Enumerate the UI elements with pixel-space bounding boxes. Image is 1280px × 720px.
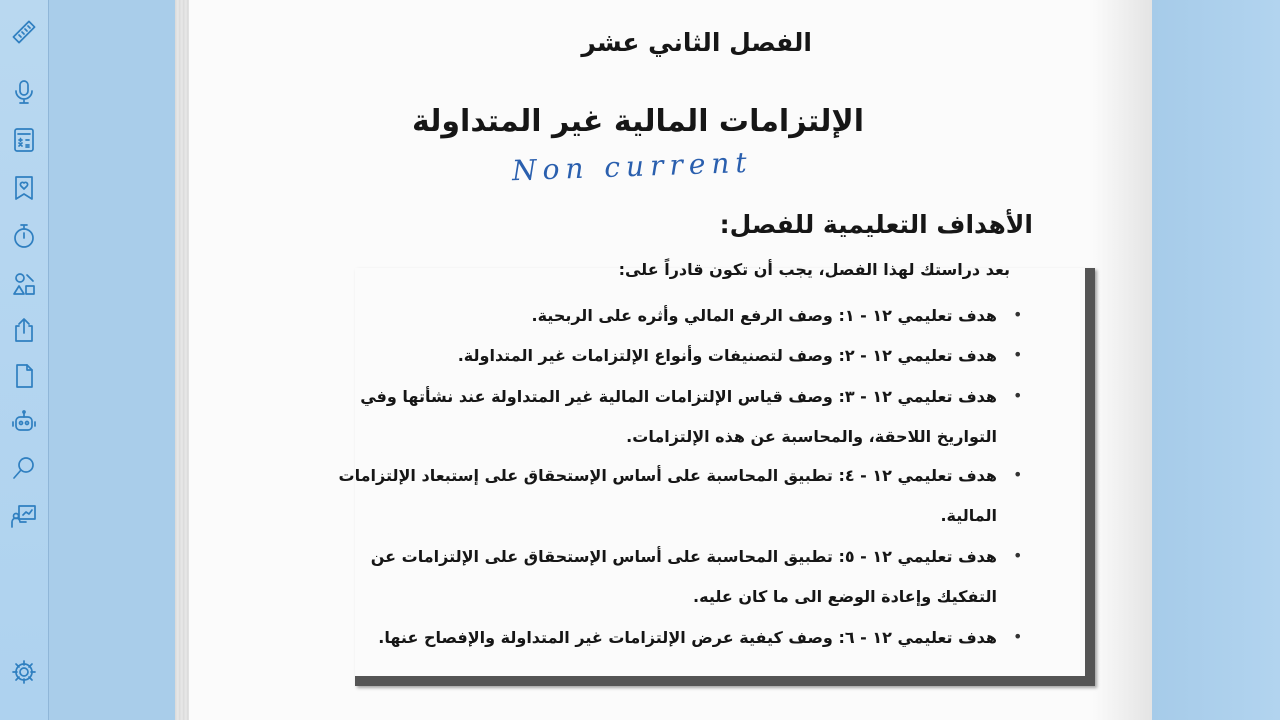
handwritten-note: Non current xyxy=(511,145,754,188)
objectives-heading: الأهداف التعليمية للفصل: xyxy=(719,210,1033,239)
objective-item-1: هدف تعليمي ١٢ - ١: وصف الرفع المالي وأثره على الربحية. xyxy=(531,306,997,325)
bullet: • xyxy=(1013,465,1023,484)
objective-item-5: هدف تعليمي ١٢ - ٥: تطبيق المحاسبة على أساس الإستحقاق على الإلتزامات عن التفكيك وإعادة الوضع الى ما كان عليه. xyxy=(370,547,997,606)
document-icon[interactable] xyxy=(8,360,40,392)
chapter-title: الإلتزامات المالية غير المتداولة xyxy=(411,104,864,139)
document-page xyxy=(175,0,1152,720)
bullet: • xyxy=(1013,305,1023,324)
bullet: • xyxy=(1013,345,1023,364)
bullet: • xyxy=(1013,546,1023,565)
calculator-icon[interactable] xyxy=(8,124,40,156)
bullet: • xyxy=(1013,627,1023,646)
chapter-heading: الفصل الثاني عشر xyxy=(581,28,812,57)
page-edges xyxy=(175,0,189,720)
ruler-icon[interactable] xyxy=(8,16,40,48)
page-shadow xyxy=(1092,0,1152,720)
bullet: • xyxy=(1013,386,1023,405)
timer-icon[interactable] xyxy=(8,220,40,252)
search-icon[interactable] xyxy=(8,452,40,484)
microphone-icon[interactable] xyxy=(8,76,40,108)
presentation-icon[interactable] xyxy=(8,500,40,532)
gear-icon[interactable] xyxy=(8,656,40,688)
objective-item-4: هدف تعليمي ١٢ - ٤: تطبيق المحاسبة على أساس الإستحقاق على إستبعاد الإلتزامات المالية. xyxy=(338,466,997,525)
shapes-icon[interactable] xyxy=(8,268,40,300)
objective-item-2: هدف تعليمي ١٢ - ٢: وصف لتصنيفات وأنواع الإلتزامات غير المتداولة. xyxy=(457,346,997,365)
bookmark-heart-icon[interactable] xyxy=(8,172,40,204)
objectives-intro: بعد دراستك لهذا الفصل، يجب أن تكون قادراً على: xyxy=(618,260,1010,279)
right-margin xyxy=(1152,0,1280,720)
objective-item-6: هدف تعليمي ١٢ - ٦: وصف كيفية عرض الإلتزامات غير المتداولة والإفصاح عنها. xyxy=(378,628,997,647)
robot-icon[interactable] xyxy=(8,406,40,438)
share-icon[interactable] xyxy=(8,314,40,346)
left-toolbar xyxy=(0,0,49,720)
objective-item-3: هدف تعليمي ١٢ - ٣: وصف قياس الإلتزامات المالية غير المتداولة عند نشأتها وفي التواريخ اللاحقة، والمحاسبة عن هذه الإلتزامات. xyxy=(360,387,997,446)
